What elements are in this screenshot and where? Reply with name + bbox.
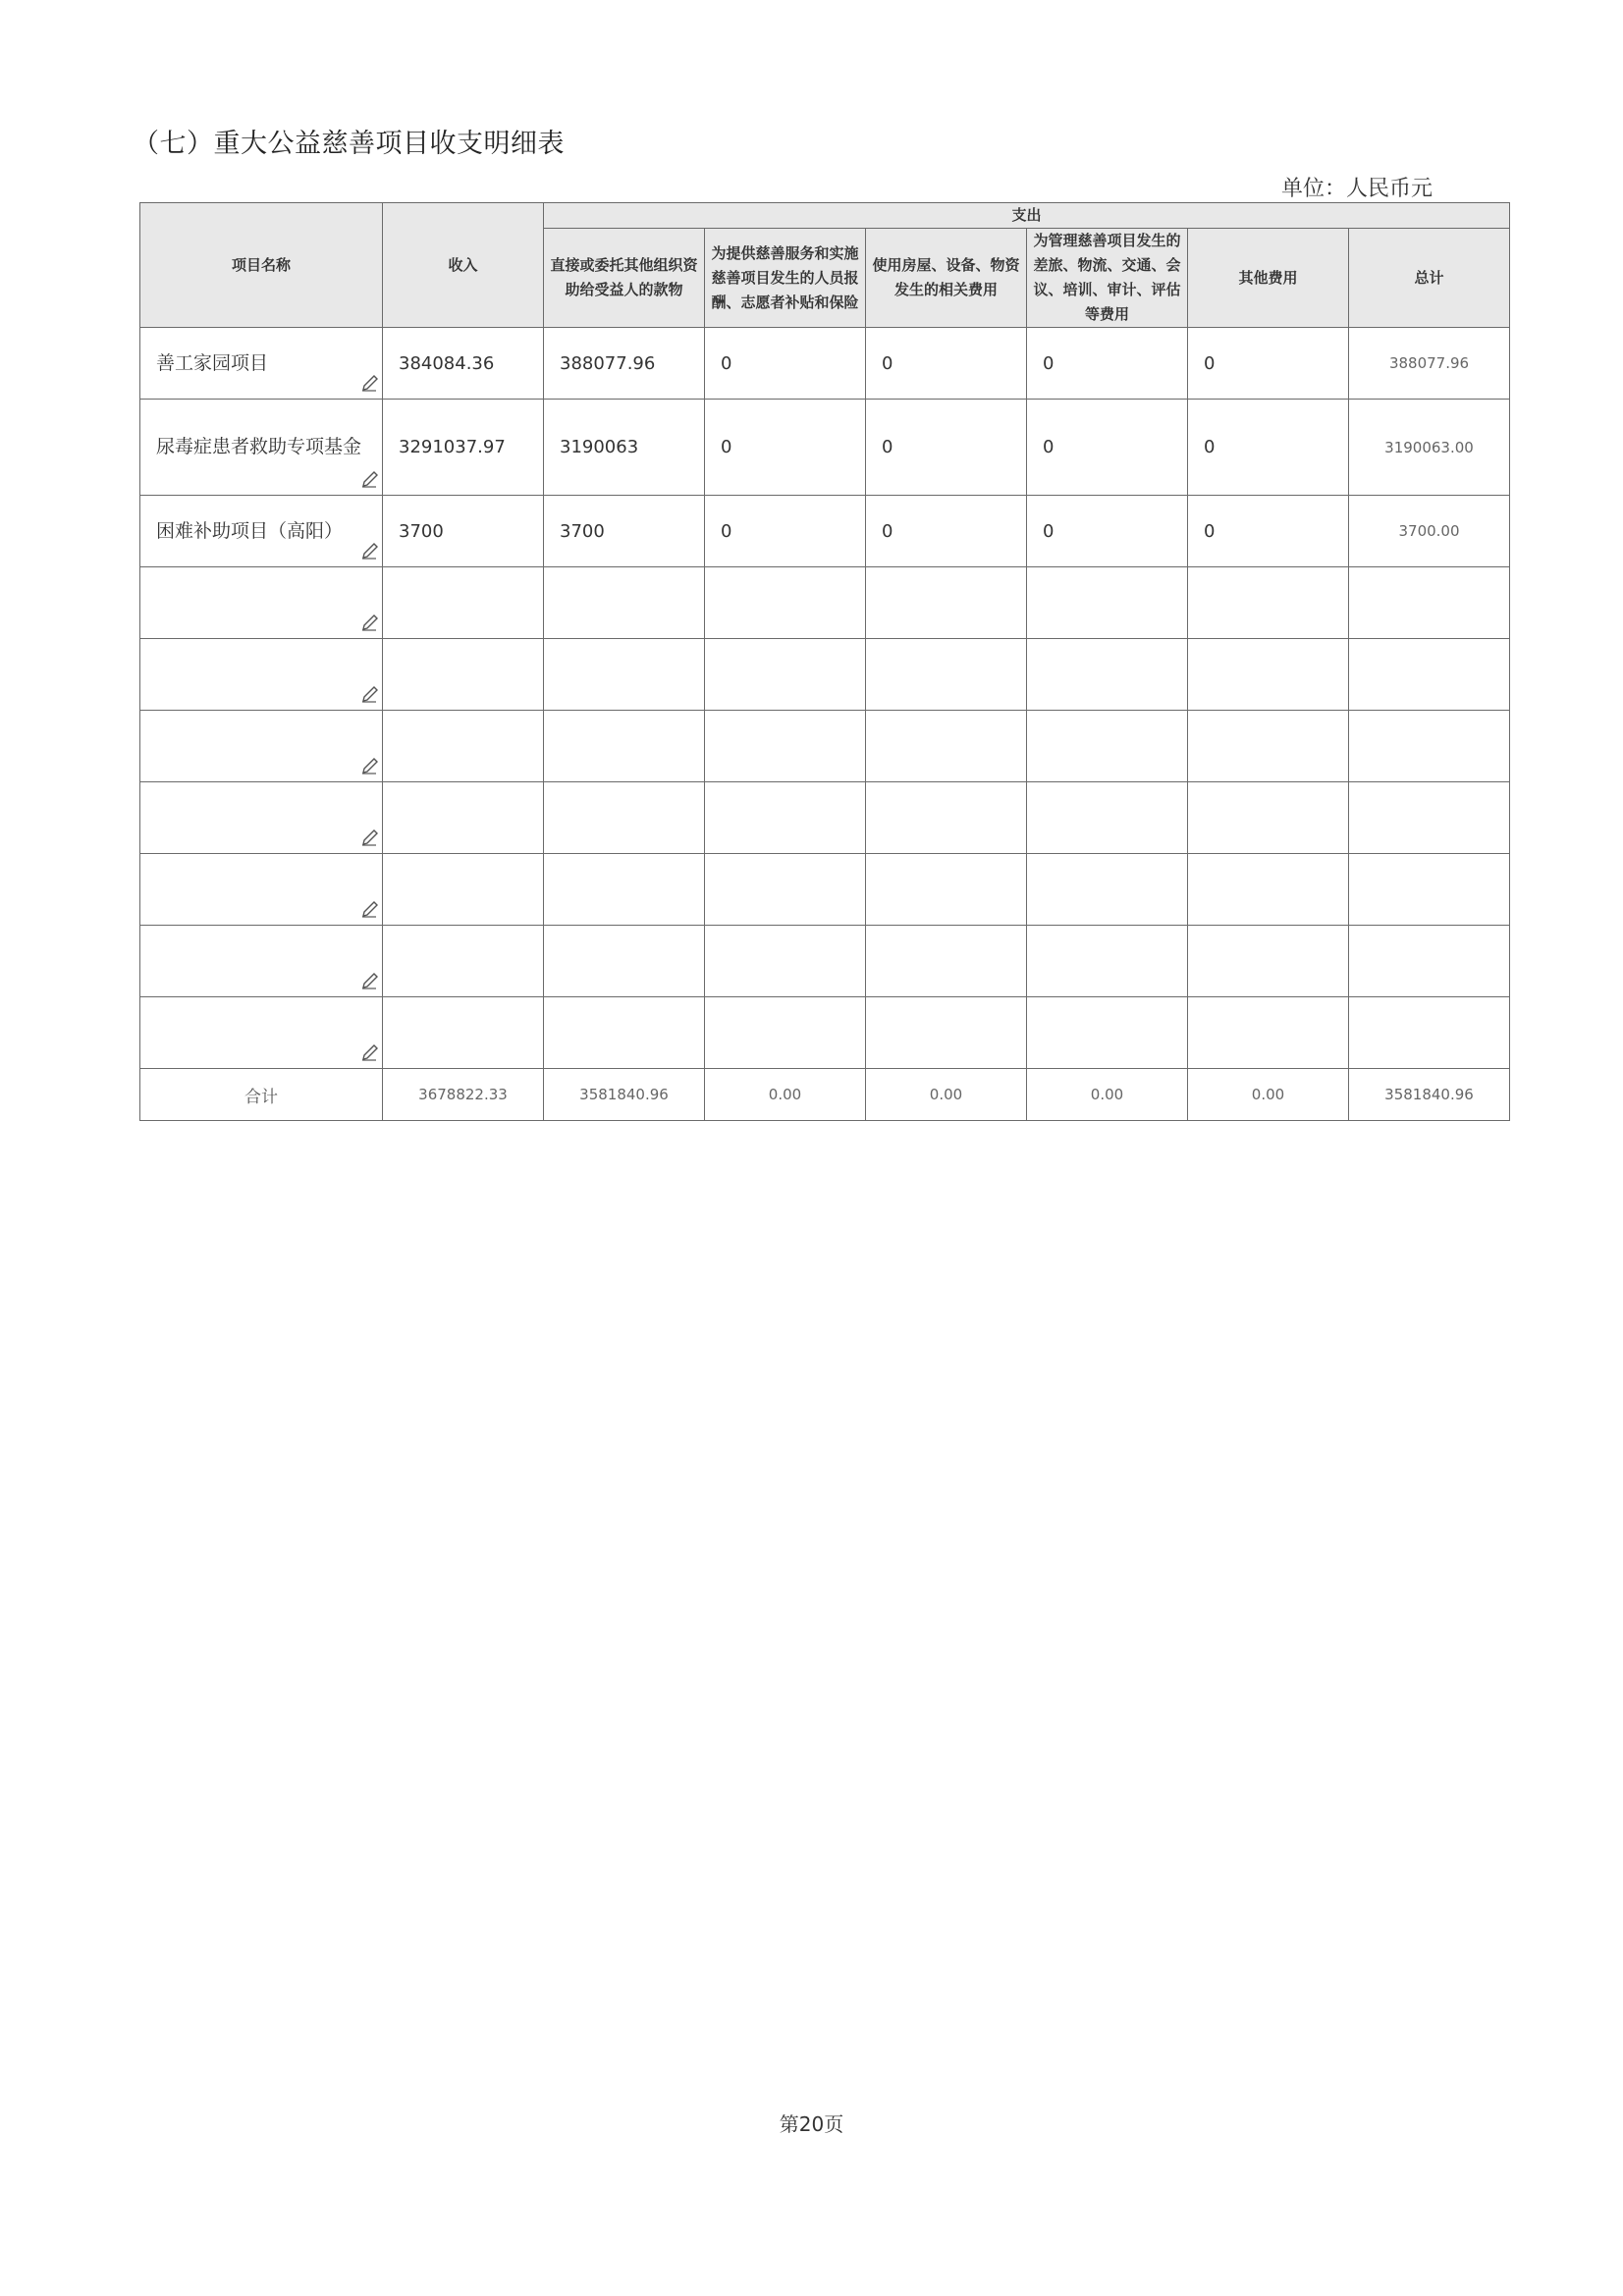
header-direct-aid: 直接或委托其他组织资助给受益人的款物	[544, 229, 705, 328]
table-row	[140, 711, 1510, 782]
page-number: 第20页	[779, 2112, 844, 2136]
management-cell[interactable]: 0	[1027, 496, 1188, 567]
income-cell[interactable]	[383, 567, 544, 639]
personnel-cell[interactable]	[705, 997, 866, 1069]
direct-aid-cell[interactable]	[544, 854, 705, 926]
other-cell[interactable]: 0	[1188, 400, 1349, 496]
table-row	[140, 639, 1510, 711]
unit-label: 单位：人民币元	[1281, 177, 1434, 201]
header-expense-group: 支出	[544, 203, 1510, 229]
totals-facilities: 0.00	[866, 1069, 1027, 1121]
other-cell[interactable]	[1188, 782, 1349, 854]
table-row	[140, 926, 1510, 997]
facilities-cell[interactable]	[866, 711, 1027, 782]
management-cell[interactable]	[1027, 639, 1188, 711]
pencil-icon[interactable]	[360, 373, 380, 393]
facilities-cell[interactable]: 0	[866, 400, 1027, 496]
income-cell[interactable]	[383, 639, 544, 711]
table-row	[140, 854, 1510, 926]
direct-aid-cell[interactable]	[544, 639, 705, 711]
totals-income: 3678822.33	[383, 1069, 544, 1121]
personnel-cell[interactable]: 0	[705, 328, 866, 400]
facilities-cell[interactable]: 0	[866, 496, 1027, 567]
header-total: 总计	[1349, 229, 1510, 328]
other-cell[interactable]	[1188, 854, 1349, 926]
row-total-cell	[1349, 567, 1510, 639]
row-total-cell	[1349, 997, 1510, 1069]
pencil-icon[interactable]	[360, 684, 380, 704]
other-cell[interactable]: 0	[1188, 328, 1349, 400]
table-row	[140, 328, 1510, 400]
management-cell[interactable]	[1027, 567, 1188, 639]
header-facilities: 使用房屋、设备、物资发生的相关费用	[866, 229, 1027, 328]
income-cell[interactable]	[383, 782, 544, 854]
personnel-cell[interactable]	[705, 926, 866, 997]
personnel-cell[interactable]	[705, 782, 866, 854]
row-total-cell	[1349, 854, 1510, 926]
row-total-cell: 388077.96	[1349, 328, 1510, 400]
project-name: 善工家园项目	[156, 351, 269, 374]
income-cell[interactable]: 3700	[383, 496, 544, 567]
header-other: 其他费用	[1188, 229, 1349, 328]
management-cell[interactable]	[1027, 997, 1188, 1069]
totals-personnel: 0.00	[705, 1069, 866, 1121]
facilities-cell[interactable]	[866, 567, 1027, 639]
other-cell[interactable]	[1188, 567, 1349, 639]
personnel-cell[interactable]: 0	[705, 400, 866, 496]
income-cell[interactable]	[383, 926, 544, 997]
row-total-cell	[1349, 711, 1510, 782]
personnel-cell[interactable]	[705, 567, 866, 639]
personnel-cell[interactable]: 0	[705, 496, 866, 567]
pencil-icon[interactable]	[360, 469, 380, 489]
pencil-icon[interactable]	[360, 971, 380, 990]
totals-management: 0.00	[1027, 1069, 1188, 1121]
project-name-cell[interactable]	[140, 328, 383, 400]
pencil-icon[interactable]	[360, 828, 380, 847]
income-cell[interactable]	[383, 711, 544, 782]
totals-other: 0.00	[1188, 1069, 1349, 1121]
pencil-icon[interactable]	[360, 899, 380, 919]
income-cell[interactable]	[383, 854, 544, 926]
project-name: 困难补助项目（高阳）	[156, 519, 344, 542]
personnel-cell[interactable]	[705, 639, 866, 711]
table-row	[140, 997, 1510, 1069]
other-cell[interactable]	[1188, 926, 1349, 997]
direct-aid-cell[interactable]: 3190063	[544, 400, 705, 496]
project-name-cell[interactable]	[140, 782, 383, 854]
income-cell[interactable]: 3291037.97	[383, 400, 544, 496]
project-name-cell[interactable]	[140, 639, 383, 711]
table-row	[140, 496, 1510, 567]
income-cell[interactable]	[383, 997, 544, 1069]
pencil-icon[interactable]	[360, 756, 380, 775]
facilities-cell[interactable]	[866, 639, 1027, 711]
other-cell[interactable]	[1188, 711, 1349, 782]
personnel-cell[interactable]	[705, 854, 866, 926]
project-name-cell[interactable]	[140, 400, 383, 496]
project-name-cell[interactable]	[140, 854, 383, 926]
direct-aid-cell[interactable]	[544, 711, 705, 782]
personnel-cell[interactable]	[705, 711, 866, 782]
totals-total: 3581840.96	[1349, 1069, 1510, 1121]
pencil-icon[interactable]	[360, 541, 380, 561]
row-total-cell: 3700.00	[1349, 496, 1510, 567]
other-cell[interactable]	[1188, 997, 1349, 1069]
facilities-cell[interactable]	[866, 997, 1027, 1069]
pencil-icon[interactable]	[360, 613, 380, 632]
header-row-top	[140, 203, 1510, 229]
row-total-cell	[1349, 782, 1510, 854]
project-name: 尿毒症患者救助专项基金	[156, 436, 362, 457]
direct-aid-cell[interactable]	[544, 567, 705, 639]
row-total-cell	[1349, 639, 1510, 711]
other-cell[interactable]	[1188, 639, 1349, 711]
totals-row	[140, 1069, 1510, 1121]
page-title: （七）重大公益慈善项目收支明细表	[133, 129, 565, 159]
direct-aid-cell[interactable]: 3700	[544, 496, 705, 567]
direct-aid-cell[interactable]	[544, 782, 705, 854]
header-project-name: 项目名称	[140, 203, 383, 328]
project-name-cell[interactable]	[140, 997, 383, 1069]
management-cell[interactable]	[1027, 854, 1188, 926]
header-management: 为管理慈善项目发生的差旅、物流、交通、会议、培训、审计、评估等费用	[1027, 229, 1188, 328]
facilities-cell[interactable]	[866, 782, 1027, 854]
project-name-cell[interactable]	[140, 496, 383, 567]
header-income: 收入	[383, 203, 544, 328]
project-name-cell[interactable]	[140, 711, 383, 782]
income-cell[interactable]: 384084.36	[383, 328, 544, 400]
management-cell[interactable]	[1027, 782, 1188, 854]
table-row	[140, 400, 1510, 496]
management-cell[interactable]: 0	[1027, 328, 1188, 400]
row-total-cell: 3190063.00	[1349, 400, 1510, 496]
project-name-cell[interactable]	[140, 926, 383, 997]
project-name-cell[interactable]	[140, 567, 383, 639]
facilities-cell[interactable]: 0	[866, 328, 1027, 400]
direct-aid-cell[interactable]	[544, 997, 705, 1069]
management-cell[interactable]	[1027, 926, 1188, 997]
project-table	[139, 202, 1510, 1121]
header-personnel: 为提供慈善服务和实施慈善项目发生的人员报酬、志愿者补贴和保险	[705, 229, 866, 328]
other-cell[interactable]: 0	[1188, 496, 1349, 567]
pencil-icon[interactable]	[360, 1042, 380, 1062]
management-cell[interactable]	[1027, 711, 1188, 782]
direct-aid-cell[interactable]	[544, 926, 705, 997]
row-total-cell	[1349, 926, 1510, 997]
facilities-cell[interactable]	[866, 854, 1027, 926]
facilities-cell[interactable]	[866, 926, 1027, 997]
management-cell[interactable]: 0	[1027, 400, 1188, 496]
table-row	[140, 782, 1510, 854]
table-row	[140, 567, 1510, 639]
totals-direct-aid: 3581840.96	[544, 1069, 705, 1121]
direct-aid-cell[interactable]: 388077.96	[544, 328, 705, 400]
totals-label: 合计	[140, 1069, 383, 1121]
